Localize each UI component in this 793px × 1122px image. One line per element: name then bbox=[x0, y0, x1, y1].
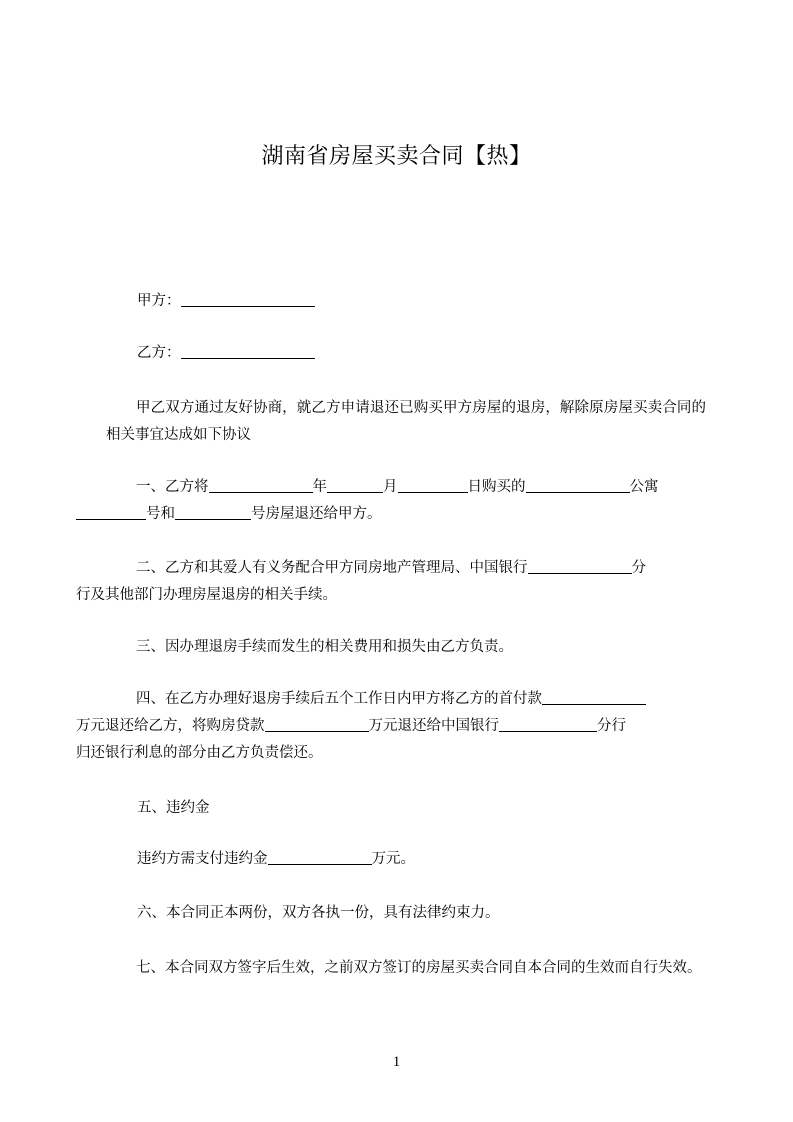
party-b-line bbox=[137, 340, 737, 367]
clause-1-blank-day[interactable] bbox=[398, 475, 468, 493]
clause-4-branch: 分行 bbox=[597, 718, 626, 734]
clause-5-body bbox=[137, 846, 737, 873]
clause-4-wan-return: 万元退还给乙方，将购房贷款 bbox=[76, 718, 265, 734]
document-title: 湖南省房屋买卖合同【热】 bbox=[261, 144, 532, 169]
clause-4 bbox=[76, 686, 706, 767]
clause-2-prefix: 二、乙方和其爱人有义务配合甲方同房地产管理局、中国银行 bbox=[136, 560, 528, 576]
clause-1-return-house: 号房屋退还给甲方。 bbox=[251, 506, 382, 522]
clause-2-line2: 行及其他部门办理房屋退房的相关手续。 bbox=[76, 587, 337, 603]
clause-2-branch-suffix: 分 bbox=[631, 560, 646, 576]
party-b-blank[interactable] bbox=[181, 341, 315, 359]
clause-4-blank-branch[interactable] bbox=[499, 714, 597, 732]
party-a-blank[interactable] bbox=[181, 289, 315, 307]
clause-2-blank-branch[interactable] bbox=[528, 556, 632, 574]
clause-6: 六、本合同正本两份，双方各执一份，具有法律约束力。 bbox=[137, 905, 500, 921]
clause-4-line3: 归还银行利息的部分由乙方负责偿还。 bbox=[76, 745, 323, 761]
clause-5-blank-penalty[interactable] bbox=[268, 847, 372, 865]
party-b-label: 乙方： bbox=[137, 345, 181, 361]
clause-1-day-purchase: 日购买的 bbox=[467, 479, 526, 495]
clause-1-blank-apartment[interactable] bbox=[526, 475, 630, 493]
clause-3: 三、因办理退房手续而发生的相关费用和损失由乙方负责。 bbox=[136, 639, 513, 655]
clause-1-hao-he: 号和 bbox=[146, 506, 175, 522]
clause-1-blank-year[interactable] bbox=[209, 475, 313, 493]
clause-1-blank-number-2[interactable] bbox=[175, 502, 251, 520]
clause-1-blank-month[interactable] bbox=[327, 475, 383, 493]
intro-paragraph: 甲乙双方通过友好协商，就乙方申请退还已购买甲方房屋的退房，解除原房屋买卖合同的相关事宜达成如下协议 bbox=[106, 400, 706, 443]
clause-7: 七、本合同双方签字后生效，之前双方签订的房屋买卖合同自本合同的生效而自行失效。 bbox=[136, 960, 702, 976]
clause-5-body-prefix: 违约方需支付违约金 bbox=[137, 851, 268, 867]
clause-1-blank-number-1[interactable] bbox=[76, 502, 146, 520]
clause-1-year: 年 bbox=[312, 479, 327, 495]
party-a-line bbox=[137, 288, 737, 315]
clause-1-apartment: 公寓 bbox=[629, 479, 659, 495]
page-number: 1 bbox=[392, 1054, 401, 1070]
clause-1-month: 月 bbox=[383, 479, 398, 495]
clause-4-blank-down-payment[interactable] bbox=[542, 687, 646, 705]
clause-4-blank-loan[interactable] bbox=[265, 714, 369, 732]
clause-2 bbox=[76, 555, 706, 609]
clause-4-prefix: 四、在乙方办理好退房手续后五个工作日内甲方将乙方的首付款 bbox=[136, 691, 542, 707]
clause-1 bbox=[106, 474, 706, 528]
clause-5-heading: 五、违约金 bbox=[137, 800, 210, 816]
clause-4-wan-bank: 万元退还给中国银行 bbox=[368, 718, 499, 734]
clause-5-body-suffix: 万元。 bbox=[371, 851, 415, 867]
clause-1-prefix: 一、乙方将 bbox=[136, 479, 209, 495]
party-a-label: 甲方： bbox=[137, 293, 181, 309]
